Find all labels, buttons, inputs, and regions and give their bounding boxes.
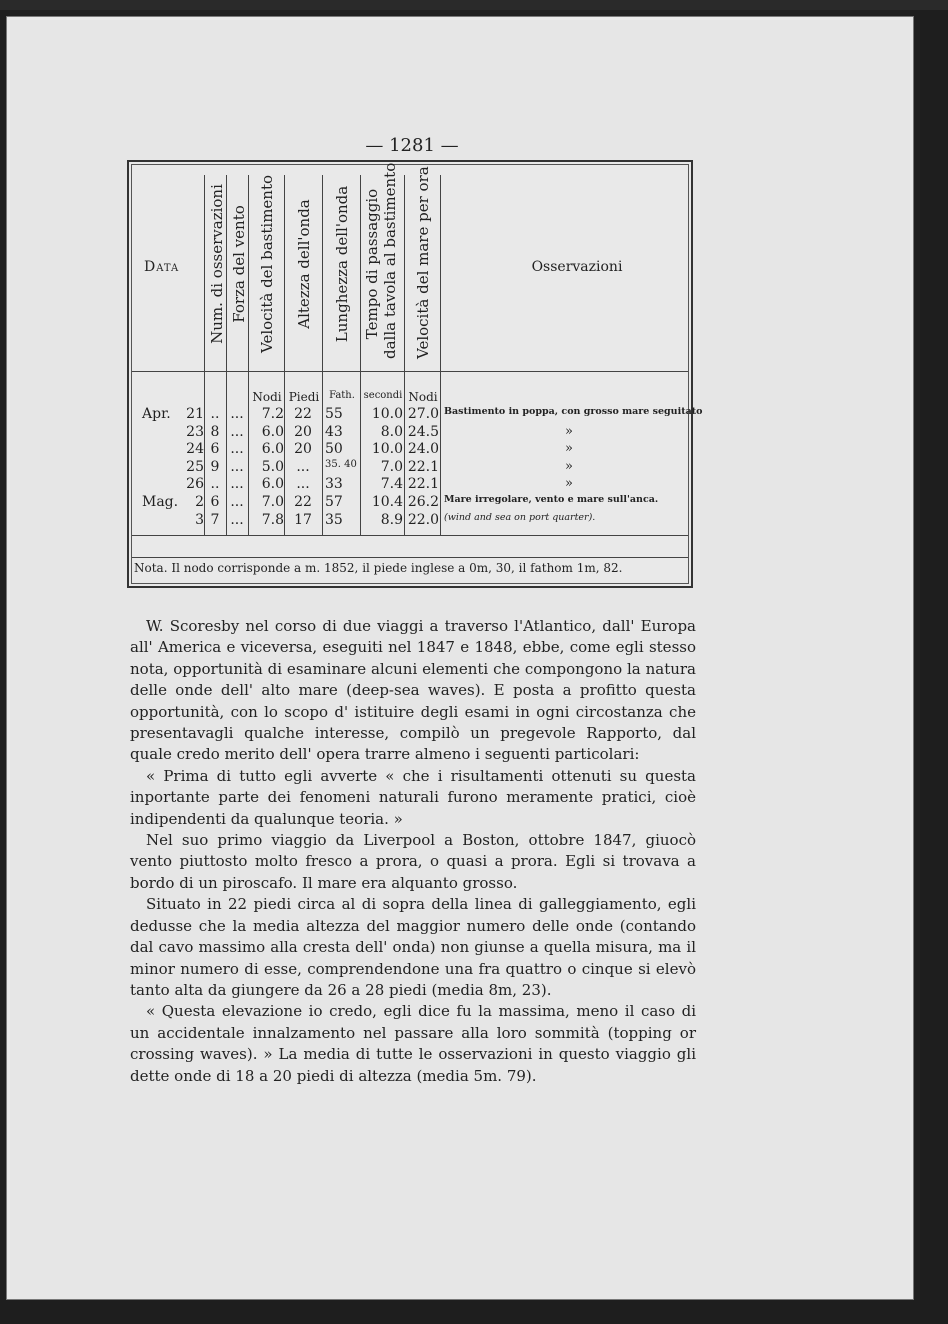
- cell-num: 7: [210, 511, 220, 528]
- cell-forza: ...: [230, 494, 244, 510]
- cell-vel: 6.0: [261, 423, 284, 440]
- cell-num: 6: [210, 494, 220, 510]
- page-number: — 1281 —: [365, 135, 459, 156]
- cell-forza: ...: [230, 406, 244, 422]
- cell-day: 26: [186, 476, 204, 493]
- cell-num: ..: [210, 406, 220, 422]
- unit-nodi: Nodi: [252, 390, 282, 404]
- cell-mare: 27.0: [407, 406, 439, 422]
- cell-lung: 55: [325, 406, 343, 422]
- cell-tempo: 10.0: [371, 441, 403, 458]
- unit-nodi-mare: Nodi: [408, 390, 438, 404]
- cell-num: 8: [210, 423, 220, 440]
- paragraph: W. Scoresby nel corso di due viaggi a traverso l'Atlantico, dall' Europa all' America e viceversa, eseguiti nel 1847 e 1848, ebbe, come egli stesso nota, opportunità di esaminare alcuni elementi che compongono la natura delle onde dell' alto mare (deep-sea waves). E posta a profitto questa opportunità, con lo scopo d' istituire degli esami in ogni circostanza che presentavagli qualche interesse, compilò un pregevole Rapporto, dal quale credo merito dell' opera trarre almeno i seguenti particolari:: [130, 617, 696, 764]
- header-tavola-bastimento: dalla tavola al bastimento: [381, 162, 399, 359]
- cell-mare: 24.5: [407, 423, 439, 440]
- scan-top-edge: [0, 0, 948, 10]
- cell-mare: 22.1: [407, 476, 439, 493]
- cell-forza: ...: [230, 441, 244, 458]
- cell-oss: »: [565, 423, 573, 439]
- header-lunghezza-onda: Lunghezza dell'onda: [333, 185, 351, 343]
- cell-forza: ...: [230, 476, 244, 493]
- header-tempo-passaggio: Tempo di passaggio: [363, 188, 381, 340]
- cell-forza: ...: [230, 423, 244, 440]
- cell-oss: »: [565, 441, 573, 457]
- cell-num: 9: [210, 458, 220, 475]
- body-text: [130, 616, 696, 1087]
- cell-oss: »: [565, 458, 573, 474]
- cell-alt: ...: [296, 458, 310, 475]
- header-altezza-onda: Altezza dell'onda: [295, 199, 313, 329]
- cell-mare: 26.2: [407, 494, 439, 510]
- col-line: [440, 175, 441, 535]
- cell-alt: 22: [294, 494, 312, 510]
- cell-lung: 50: [325, 441, 343, 458]
- cell-oss: Mare irregolare, vento e mare sull'anca.: [444, 494, 659, 505]
- cell-forza: ...: [230, 511, 244, 528]
- cell-mare: 22.0: [407, 511, 439, 528]
- cell-mare: 22.1: [407, 458, 439, 475]
- paragraph: « Questa elevazione io credo, egli dice fu la massima, meno il caso di un accidentale innalzamento nel passare alla loro sommità (topping or crossing waves). » La media di tutte le osservazioni in questo viaggio gli dette onde di 18 a 20 piedi di altezza (media 5m. 79).: [130, 1002, 696, 1085]
- cell-lung: 35. 40: [325, 458, 357, 470]
- rows-bottom-divider: [132, 535, 688, 536]
- header-num-osservazioni: Num. di osservazioni: [208, 184, 226, 344]
- cell-lung: 57: [325, 494, 343, 510]
- unit-piedi: Piedi: [288, 390, 320, 404]
- note-top-divider: [132, 557, 688, 558]
- cell-num: ..: [210, 476, 220, 493]
- cell-alt: 20: [294, 423, 312, 440]
- cell-vel: 6.0: [261, 441, 284, 458]
- cell-day: 2: [195, 494, 204, 510]
- cell-day: 23: [186, 423, 204, 440]
- paragraph: « Prima di tutto egli avverte « che i risultamenti ottenuti su questa inportante parte dei fenomeni naturali furono meramente pratici, cioè indipendenti da qualunque teoria. »: [130, 766, 696, 828]
- cell-tempo: 10.4: [371, 494, 403, 510]
- cell-alt: 22: [294, 406, 312, 422]
- cell-month: Mag.: [142, 494, 179, 510]
- cell-day: 24: [186, 441, 204, 458]
- cell-alt: 17: [294, 511, 312, 528]
- cell-alt: ...: [296, 476, 310, 493]
- cell-day: 25: [186, 458, 204, 475]
- cell-vel: 6.0: [261, 476, 284, 493]
- cell-day: 21: [186, 406, 204, 422]
- cell-vel: 7.2: [261, 406, 284, 422]
- header-osservazioni: Osservazioni: [531, 259, 623, 275]
- cell-vel: 5.0: [261, 458, 284, 475]
- cell-tempo: 8.9: [380, 511, 403, 528]
- cell-oss: »: [565, 476, 573, 492]
- header-velocita-mare: Velocità del mare per ora: [414, 166, 432, 359]
- cell-vel: 7.8: [261, 511, 284, 528]
- table-inner-frame: [131, 162, 703, 584]
- cell-lung: 33: [325, 476, 343, 493]
- cell-tempo: 8.0: [380, 423, 403, 440]
- paragraph: Nel suo primo viaggio da Liverpool a Boston, ottobre 1847, giuocò vento piuttosto molto fresco a prora, o quasi a prora. Egli si trovava a bordo di un piroscafo. Il mare era alquanto grosso.: [130, 831, 696, 892]
- cell-num: 6: [210, 441, 220, 458]
- cell-tempo: 7.4: [380, 476, 403, 493]
- cell-tempo: 10.0: [371, 406, 403, 422]
- cell-vel: 7.0: [261, 494, 284, 510]
- cell-oss: Bastimento in poppa, con grosso mare seguitato: [444, 406, 703, 417]
- cell-mare: 24.0: [407, 441, 439, 458]
- cell-month: Apr.: [142, 406, 171, 422]
- header-data: Data: [144, 259, 180, 275]
- cell-forza: ...: [230, 458, 244, 475]
- header-velocita-bastimento: Velocità del bastimento: [258, 174, 276, 354]
- header-divider: [132, 371, 688, 372]
- table-note: Nota. Il nodo corrisponde a m. 1852, il piede inglese a 0m, 30, il fathom 1m, 82.: [134, 561, 623, 575]
- unit-fath: Fath.: [329, 390, 355, 401]
- header-forza-vento: Forza del vento: [230, 205, 248, 323]
- cell-lung: 43: [325, 423, 343, 440]
- cell-day: 3: [195, 511, 204, 528]
- cell-lung: 35: [325, 511, 343, 528]
- cell-tempo: 7.0: [380, 458, 403, 475]
- cell-oss: (wind and sea on port quarter).: [444, 511, 596, 523]
- col-line: [322, 175, 323, 535]
- unit-secondi: secondi: [363, 390, 403, 401]
- wave-observations-table: [127, 160, 703, 588]
- cell-alt: 20: [294, 441, 312, 458]
- paragraph: Situato in 22 piedi circa al di sopra della linea di galleggiamento, egli dedusse che la media altezza del maggior numero delle onde (contando dal cavo massimo alla cresta dell' onda) non giunse a quella misura, ma il minor numero di esse, comprendendone una fra quattro o cinque si elevò tanto alta da giungere da 26 a 28 piedi (media 8m, 23).: [130, 895, 696, 999]
